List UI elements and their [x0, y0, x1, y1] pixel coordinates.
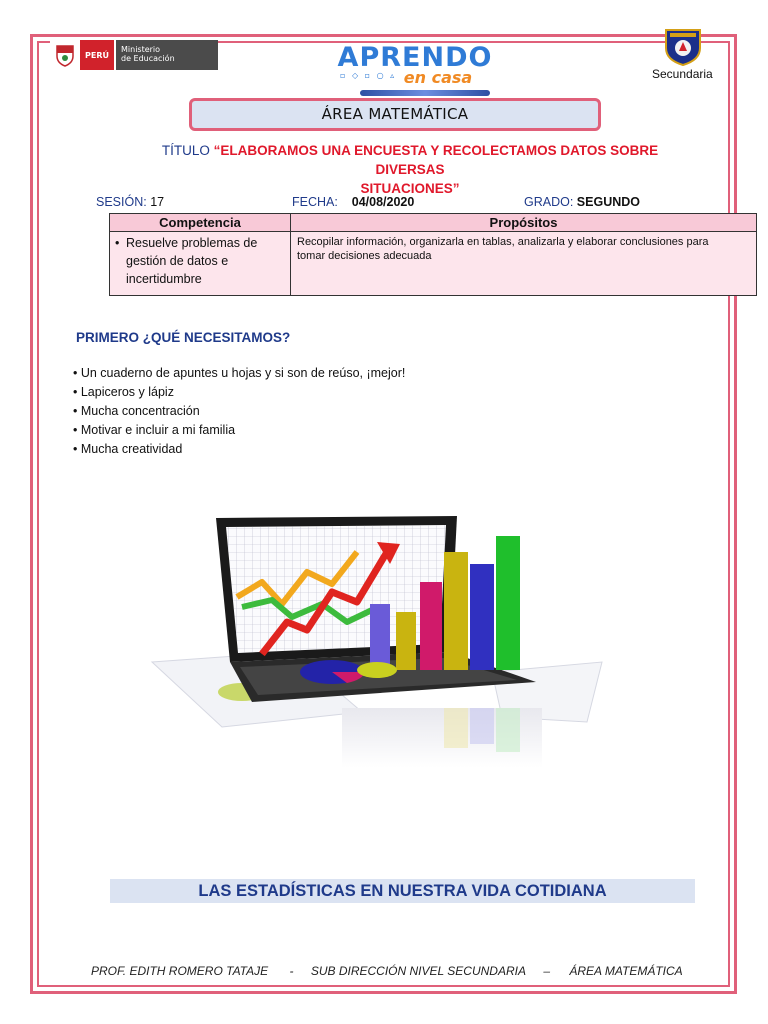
ministry-logo: [50, 40, 218, 70]
title-label: TÍTULO: [161, 143, 210, 158]
date-value: 04/08/2020: [351, 195, 415, 209]
table-header-propositos: Propósitos: [291, 214, 757, 232]
list-item: • Lapiceros y lápiz: [73, 383, 405, 402]
wave-decoration: [360, 90, 490, 96]
list-item: • Un cuaderno de apuntes u hojas y si son de reúso, ¡mejor!: [73, 364, 405, 383]
list-item: • Mucha concentración: [73, 402, 405, 421]
section-heading: PRIMERO ¿QUÉ NECESITAMOS?: [76, 330, 291, 345]
table-header-competencia: Competencia: [110, 214, 291, 232]
title-line-2: SITUACIONES”: [360, 181, 460, 196]
session-title: [130, 141, 690, 198]
needs-list: [73, 364, 405, 459]
session-info: SESIÓN: 17: [96, 195, 165, 209]
school-crest-icon: [662, 26, 704, 66]
level-label: Secundaria: [652, 67, 713, 81]
session-number: 17: [150, 195, 165, 209]
program-subtitle: en casa: [403, 68, 473, 87]
ministry-country: PERÚ: [80, 40, 114, 70]
program-title: APRENDO: [337, 42, 493, 73]
area-title-box: ÁREA MATEMÁTICA: [189, 98, 601, 131]
peru-shield-icon: [50, 40, 80, 70]
list-item: • Motivar e incluir a mi familia: [73, 421, 405, 440]
aprendo-en-casa-logo: [330, 44, 500, 96]
footer-area: ÁREA MATEMÁTICA: [569, 964, 683, 978]
purpose-cell: Recopilar información, organizarla en tablas, analizarla y elaborar conclusiones para tomar decisiones adecuada: [297, 236, 709, 262]
table-row: [110, 232, 757, 296]
footer-department: SUB DIRECCIÓN NIVEL SECUNDARIA: [310, 964, 526, 978]
date-info: FECHA: 04/08/2020: [292, 195, 415, 209]
section-banner: LAS ESTADÍSTICAS EN NUESTRA VIDA COTIDIANA: [110, 879, 695, 903]
title-line-1: “ELABORAMOS UNA ENCUESTA Y RECOLECTAMOS DATOS SOBRE DIVERSAS: [213, 143, 659, 177]
list-item: • Mucha creatividad: [73, 440, 405, 459]
competency-cell: • Resuelve problemas de gestión de datos e incertidumbre: [115, 236, 258, 286]
footer-teacher: PROF. EDITH ROMERO TATAJE: [91, 964, 269, 978]
laptop-statistics-illustration: [132, 512, 628, 770]
grade-info: GRADO: SEGUNDO: [524, 195, 640, 209]
competency-table: [109, 213, 757, 296]
page-footer: PROF. EDITH ROMERO TATAJE - SUB DIRECCIÓN NIVEL SECUNDARIA – ÁREA MATEMÁTICA: [91, 964, 683, 978]
grade-value: SEGUNDO: [576, 195, 640, 209]
decoration-dots-icon: ▫ ◇ ▫ ○ ▵: [340, 71, 397, 80]
ministry-name: Ministerio de Educación: [116, 40, 218, 70]
